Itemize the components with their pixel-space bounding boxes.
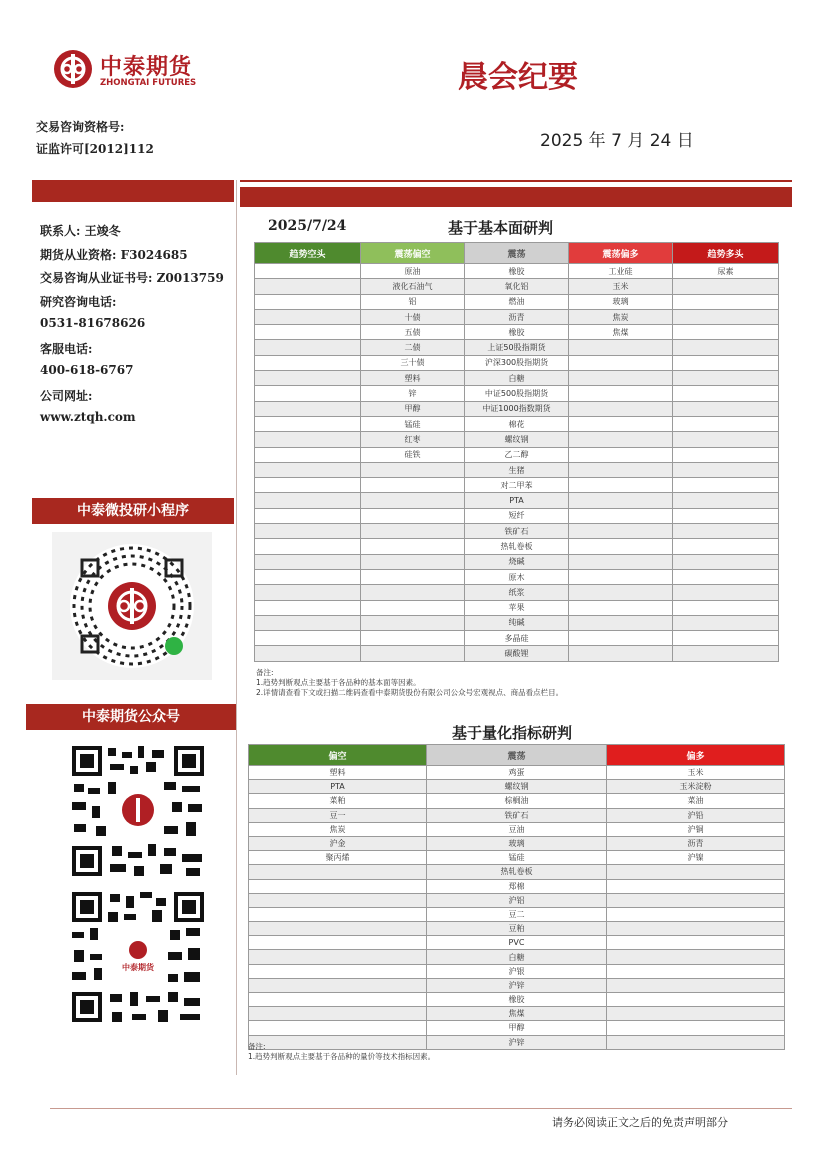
table-cell xyxy=(255,478,361,493)
official-account-title: 中泰期货公众号 xyxy=(26,704,236,730)
table-cell xyxy=(673,554,779,569)
table-cell xyxy=(255,600,361,615)
table-cell xyxy=(249,893,427,907)
table-cell: 短纤 xyxy=(465,508,569,523)
fundamental-title: 基于基本面研判 xyxy=(448,219,554,237)
table-row xyxy=(249,808,785,822)
table-cell: 沪镍 xyxy=(607,851,785,865)
table-row xyxy=(249,879,785,893)
table-row xyxy=(249,893,785,907)
table-cell xyxy=(249,964,427,978)
table-cell xyxy=(569,600,673,615)
table-cell: 玉米 xyxy=(607,766,785,780)
table-cell xyxy=(607,893,785,907)
table-cell xyxy=(673,279,779,294)
table-cell xyxy=(255,493,361,508)
table-cell: 橡胶 xyxy=(465,264,569,279)
mini-program-code[interactable] xyxy=(52,532,212,680)
table-cell: 焦煤 xyxy=(427,1007,607,1021)
table-cell xyxy=(607,1021,785,1035)
table-cell: 沪银 xyxy=(427,964,607,978)
table-cell: 生猪 xyxy=(465,462,569,477)
table-cell: 甲醇 xyxy=(427,1021,607,1035)
table-cell: 菜油 xyxy=(607,794,785,808)
table-cell xyxy=(607,907,785,921)
table-cell xyxy=(255,569,361,584)
table-cell: 玻璃 xyxy=(427,836,607,850)
table-cell: 热轧卷板 xyxy=(427,865,607,879)
table-cell: 聚丙烯 xyxy=(249,851,427,865)
table-cell: 上证50股指期货 xyxy=(465,340,569,355)
table-cell xyxy=(569,554,673,569)
table-cell: 原木 xyxy=(465,569,569,584)
table-cell xyxy=(569,524,673,539)
fundamental-date: 2025/7/24 xyxy=(268,218,347,234)
table-cell: 对二甲苯 xyxy=(465,478,569,493)
table-cell: 尿素 xyxy=(673,264,779,279)
table-cell: 螺纹钢 xyxy=(465,432,569,447)
footer-disclaimer: 请务必阅读正文之后的免责声明部分 xyxy=(552,1116,728,1129)
table-cell: 碳酸锂 xyxy=(465,646,569,661)
table-cell: 沥青 xyxy=(465,309,569,324)
column-header: 偏多 xyxy=(607,745,785,766)
table-cell: 液化石油气 xyxy=(361,279,465,294)
quant-notes xyxy=(248,1042,778,1062)
table-row xyxy=(255,600,779,615)
table-row xyxy=(255,355,779,370)
footer-rule xyxy=(50,1108,792,1109)
table-cell: 塑料 xyxy=(361,371,465,386)
table-row xyxy=(249,836,785,850)
table-cell: 中证1000指数期货 xyxy=(465,401,569,416)
table-cell: 焦炭 xyxy=(569,309,673,324)
table-cell xyxy=(249,1021,427,1035)
table-cell: 玉米 xyxy=(569,279,673,294)
table-cell xyxy=(255,309,361,324)
table-cell xyxy=(569,371,673,386)
table-cell xyxy=(673,401,779,416)
table-cell xyxy=(673,309,779,324)
table-cell xyxy=(361,493,465,508)
table-row xyxy=(249,950,785,964)
table-cell: 橡胶 xyxy=(465,325,569,340)
report-date: 2025 年 7 月 24 日 xyxy=(540,131,694,151)
table-cell xyxy=(361,554,465,569)
table-row xyxy=(255,493,779,508)
table-row xyxy=(255,340,779,355)
table-cell xyxy=(255,294,361,309)
table-cell xyxy=(569,478,673,493)
table-cell xyxy=(249,879,427,893)
table-cell: 焦炭 xyxy=(249,822,427,836)
table-cell xyxy=(361,646,465,661)
table-cell: 烧碱 xyxy=(465,554,569,569)
table-cell xyxy=(255,508,361,523)
table-cell xyxy=(569,539,673,554)
qr-code-2[interactable] xyxy=(68,888,208,1026)
contact-line: 研究咨询电话: xyxy=(40,294,117,309)
contact-line: 400-618-6767 xyxy=(40,363,134,377)
column-header: 震荡偏多 xyxy=(569,243,673,264)
table-cell: 豆一 xyxy=(249,808,427,822)
table-row xyxy=(249,794,785,808)
table-cell xyxy=(673,386,779,401)
table-cell: PTA xyxy=(249,780,427,794)
table-row xyxy=(255,371,779,386)
note-line: 备注: xyxy=(248,1042,266,1051)
table-cell: 红枣 xyxy=(361,432,465,447)
license-number: 证监许可[2012]112 xyxy=(36,142,154,156)
table-cell xyxy=(673,585,779,600)
table-cell: 棉花 xyxy=(465,416,569,431)
table-cell xyxy=(361,585,465,600)
contact-block xyxy=(40,222,235,434)
table-cell xyxy=(249,907,427,921)
table-cell xyxy=(255,539,361,554)
table-cell xyxy=(569,631,673,646)
logo-cn: 中泰期货 xyxy=(100,55,193,80)
table-row xyxy=(255,646,779,661)
table-cell xyxy=(249,922,427,936)
table-cell: 纸浆 xyxy=(465,585,569,600)
table-cell: 沪铝 xyxy=(427,893,607,907)
table-row xyxy=(249,865,785,879)
table-cell: 郑棉 xyxy=(427,879,607,893)
table-cell: 多晶硅 xyxy=(465,631,569,646)
contact-line: www.ztqh.com xyxy=(40,410,136,424)
table-cell: 棕榈油 xyxy=(427,794,607,808)
vertical-divider xyxy=(236,180,237,1075)
table-row xyxy=(249,978,785,992)
table-cell xyxy=(569,416,673,431)
note-line: 1.趋势判断观点主要基于各品种的量价等技术指标因素。 xyxy=(248,1052,436,1061)
table-cell xyxy=(255,340,361,355)
table-row xyxy=(249,1007,785,1021)
table-row xyxy=(249,907,785,921)
contact-line: 联系人: 王竣冬 xyxy=(40,224,121,238)
table-cell xyxy=(569,585,673,600)
table-row xyxy=(249,936,785,950)
column-header: 偏空 xyxy=(249,745,427,766)
table-cell: 白糖 xyxy=(427,950,607,964)
table-cell: 乙二醇 xyxy=(465,447,569,462)
table-cell xyxy=(255,447,361,462)
table-cell: 塑料 xyxy=(249,766,427,780)
table-cell xyxy=(673,493,779,508)
table-cell xyxy=(255,462,361,477)
table-cell: 三十债 xyxy=(361,355,465,370)
table-cell xyxy=(607,993,785,1007)
table-row xyxy=(255,416,779,431)
table-cell xyxy=(569,615,673,630)
table-cell: 氧化铝 xyxy=(465,279,569,294)
table-cell xyxy=(255,355,361,370)
table-cell: 沥青 xyxy=(607,836,785,850)
right-header-bar xyxy=(240,180,792,182)
table-cell xyxy=(607,1007,785,1021)
table-cell xyxy=(249,936,427,950)
table-cell xyxy=(673,462,779,477)
column-header: 震荡 xyxy=(427,745,607,766)
table-cell xyxy=(673,325,779,340)
table-row xyxy=(255,462,779,477)
table-row xyxy=(249,766,785,780)
table-cell xyxy=(673,294,779,309)
fundamental-table xyxy=(254,242,779,662)
table-cell xyxy=(255,416,361,431)
table-cell xyxy=(361,478,465,493)
table-cell xyxy=(255,386,361,401)
contact-line: 客服电话: xyxy=(40,341,93,356)
table-cell: 中证500股指期货 xyxy=(465,386,569,401)
mini-program-title: 中泰微投研小程序 xyxy=(32,498,234,524)
table-cell xyxy=(255,279,361,294)
table-cell xyxy=(249,978,427,992)
quant-title: 基于量化指标研判 xyxy=(452,724,573,742)
table-cell: 豆粕 xyxy=(427,922,607,936)
note-line: 备注: xyxy=(256,668,274,677)
table-cell xyxy=(673,447,779,462)
table-cell xyxy=(361,462,465,477)
table-cell xyxy=(569,432,673,447)
table-cell: 工业硅 xyxy=(569,264,673,279)
table-row xyxy=(255,539,779,554)
note-line: 1.趋势判断观点主要基于各品种的基本面等因素。 xyxy=(256,678,421,687)
column-header: 趋势空头 xyxy=(255,243,361,264)
table-cell xyxy=(255,432,361,447)
table-cell: 锰硅 xyxy=(427,851,607,865)
table-cell xyxy=(673,432,779,447)
table-cell xyxy=(255,615,361,630)
table-cell: 纯碱 xyxy=(465,615,569,630)
table-cell xyxy=(255,554,361,569)
table-cell xyxy=(673,646,779,661)
contact-line: 0531-81678626 xyxy=(40,316,146,330)
logo-en: ZHONGTAI FUTURES xyxy=(100,78,197,88)
table-cell xyxy=(673,478,779,493)
table-cell xyxy=(249,1007,427,1021)
table-cell xyxy=(673,508,779,523)
contact-line: 公司网址: xyxy=(40,388,93,403)
qualification-label: 交易咨询资格号: xyxy=(36,120,125,134)
fundamental-notes xyxy=(256,668,786,698)
table-row xyxy=(255,447,779,462)
table-cell xyxy=(607,964,785,978)
table-cell xyxy=(673,539,779,554)
quant-table xyxy=(248,744,785,1050)
table-cell: 沪深300股指期货 xyxy=(465,355,569,370)
contact-line: 期货从业资格: F3024685 xyxy=(40,247,188,262)
table-cell xyxy=(249,950,427,964)
table-row xyxy=(249,1021,785,1035)
table-cell: 沪铜 xyxy=(607,822,785,836)
table-row xyxy=(255,554,779,569)
table-cell xyxy=(255,401,361,416)
table-row xyxy=(255,401,779,416)
table-cell: 橡胶 xyxy=(427,993,607,1007)
table-cell xyxy=(607,950,785,964)
table-cell xyxy=(255,631,361,646)
note-line: 2.详情请查看下文或扫描二维码查看中泰期货股份有限公司公众号宏观视点、商品看点栏目。 xyxy=(256,688,564,697)
table-cell xyxy=(673,355,779,370)
table-row xyxy=(249,780,785,794)
table-cell xyxy=(255,325,361,340)
table-cell: 二债 xyxy=(361,340,465,355)
table-cell: 螺纹钢 xyxy=(427,780,607,794)
table-cell xyxy=(255,524,361,539)
table-row xyxy=(249,851,785,865)
table-row xyxy=(249,964,785,978)
table-row xyxy=(255,508,779,523)
table-cell xyxy=(361,615,465,630)
table-cell xyxy=(673,631,779,646)
table-cell xyxy=(607,922,785,936)
table-cell xyxy=(673,600,779,615)
table-cell xyxy=(361,539,465,554)
company-logo xyxy=(52,48,232,92)
table-cell xyxy=(569,355,673,370)
table-row xyxy=(249,922,785,936)
table-row xyxy=(255,585,779,600)
table-cell xyxy=(673,569,779,584)
column-header: 震荡偏空 xyxy=(361,243,465,264)
table-cell: 十债 xyxy=(361,309,465,324)
table-cell: PTA xyxy=(465,493,569,508)
table-cell xyxy=(607,936,785,950)
column-header: 震荡 xyxy=(465,243,569,264)
table-cell xyxy=(569,508,673,523)
table-cell: 锰硅 xyxy=(361,416,465,431)
table-cell xyxy=(255,371,361,386)
quant-table-wrap xyxy=(248,744,784,1050)
fundamental-table-wrap xyxy=(254,242,778,662)
table-cell: 豆油 xyxy=(427,822,607,836)
table-row xyxy=(255,325,779,340)
table-row xyxy=(255,386,779,401)
left-header-bar xyxy=(32,180,234,202)
table-row xyxy=(255,294,779,309)
table-cell xyxy=(607,865,785,879)
table-row xyxy=(249,993,785,1007)
column-header: 趋势多头 xyxy=(673,243,779,264)
table-cell: 硅铁 xyxy=(361,447,465,462)
qr-code-1[interactable] xyxy=(68,742,208,880)
table-cell xyxy=(673,416,779,431)
table-row xyxy=(255,569,779,584)
table-cell xyxy=(607,978,785,992)
page-title: 晨会纪要 xyxy=(458,60,578,95)
table-cell: 五债 xyxy=(361,325,465,340)
qr-logo-text: 中泰期货 xyxy=(122,963,154,972)
table-cell xyxy=(361,600,465,615)
table-row xyxy=(255,524,779,539)
table-cell xyxy=(361,569,465,584)
table-cell xyxy=(255,585,361,600)
table-cell: 铝 xyxy=(361,294,465,309)
table-cell xyxy=(249,993,427,1007)
table-cell xyxy=(569,401,673,416)
table-cell xyxy=(569,493,673,508)
table-cell: PVC xyxy=(427,936,607,950)
table-cell xyxy=(569,462,673,477)
table-cell: 锌 xyxy=(361,386,465,401)
table-cell xyxy=(569,447,673,462)
table-cell: 玉米淀粉 xyxy=(607,780,785,794)
table-cell: 沪金 xyxy=(249,836,427,850)
table-cell xyxy=(249,865,427,879)
table-cell: 铁矿石 xyxy=(465,524,569,539)
table-cell: 鸡蛋 xyxy=(427,766,607,780)
table-cell: 原油 xyxy=(361,264,465,279)
table-cell xyxy=(673,340,779,355)
table-cell: 白糖 xyxy=(465,371,569,386)
table-cell xyxy=(569,340,673,355)
table-cell: 燃油 xyxy=(465,294,569,309)
table-row xyxy=(255,478,779,493)
table-cell xyxy=(607,879,785,893)
table-cell xyxy=(569,386,673,401)
table-cell: 焦煤 xyxy=(569,325,673,340)
table-cell xyxy=(361,524,465,539)
table-cell xyxy=(361,631,465,646)
table-row xyxy=(255,615,779,630)
table-row xyxy=(255,279,779,294)
table-cell: 豆二 xyxy=(427,907,607,921)
table-cell xyxy=(255,264,361,279)
table-cell: 沪锌 xyxy=(427,1035,607,1049)
table-cell xyxy=(569,646,673,661)
table-cell: 热轧卷板 xyxy=(465,539,569,554)
table-row xyxy=(255,432,779,447)
table-cell xyxy=(673,615,779,630)
table-cell: 玻璃 xyxy=(569,294,673,309)
table-row xyxy=(255,309,779,324)
table-cell: 甲醇 xyxy=(361,401,465,416)
table-cell xyxy=(361,508,465,523)
table-cell: 菜粕 xyxy=(249,794,427,808)
contact-line: 交易咨询从业证书号: Z0013759 xyxy=(40,271,224,285)
table-row xyxy=(255,631,779,646)
table-cell: 沪锌 xyxy=(427,978,607,992)
table-cell: 铁矿石 xyxy=(427,808,607,822)
table-cell xyxy=(255,646,361,661)
table-cell: 沪铅 xyxy=(607,808,785,822)
table-cell xyxy=(673,371,779,386)
table-cell xyxy=(569,569,673,584)
table-cell: 苹果 xyxy=(465,600,569,615)
table-cell xyxy=(673,524,779,539)
table-row xyxy=(249,822,785,836)
table-row xyxy=(255,264,779,279)
right-header-bar-thick xyxy=(240,187,792,207)
logo-icon xyxy=(52,48,94,90)
